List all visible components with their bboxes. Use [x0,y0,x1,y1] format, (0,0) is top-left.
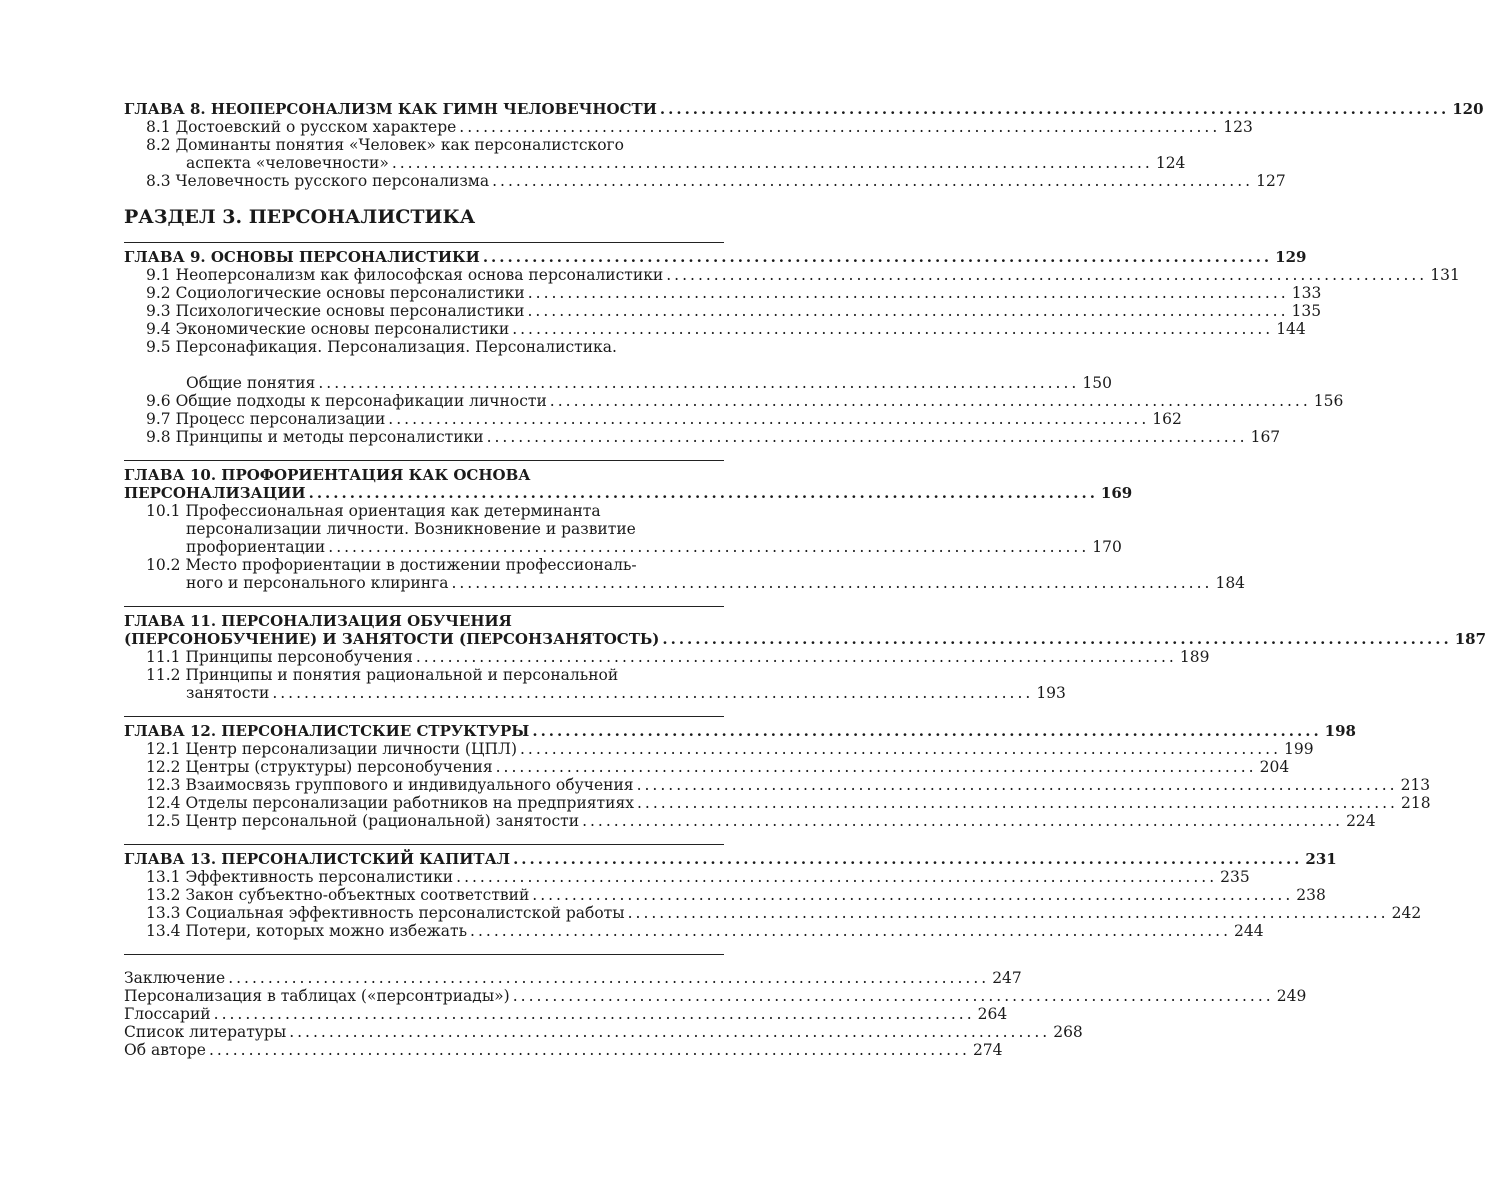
page-number: 150 [1082,374,1112,392]
table-of-contents [124,100,1486,1059]
chapter-8 [124,100,1484,190]
toc-entry [146,794,1431,812]
entry-title: Глоссарий [124,1005,211,1023]
chapter-heading [124,722,1356,740]
entry-title-continued: ного и персонального клиринга [186,574,449,592]
toc-entry [124,1023,1083,1041]
page-number: 184 [1215,574,1246,592]
leader-dots: ................................................................................................ [391,154,1153,172]
entry-title: 8.3 Человечность русского персонализма [146,172,490,190]
leader-dots: ................................................................................................ [415,648,1177,666]
entry-title: 12.5 Центр персональной (рациональной) занятости [146,812,580,830]
toc-entry [146,740,1314,758]
entry-title: 9.6 Общие подходы к персонафикации личности [146,392,547,410]
leader-dots: ................................................................................................ [659,100,1450,118]
page-number: 120 [1452,100,1484,118]
toc-entry [146,538,1122,556]
end-matter [124,954,1307,1059]
leader-dots: ................................................................................................ [527,284,1289,302]
leader-dots: ................................................................................................ [582,812,1344,830]
chapter-9 [124,242,1460,446]
toc-entry [146,392,1344,410]
chapter-heading [124,484,1133,502]
chapter-title: ГЛАВА 13. ПЕРСОНАЛИСТСКИЙ КАПИТАЛ [124,850,511,868]
toc-entry [146,904,1422,922]
chapter-13 [124,844,1422,940]
entry-title-continued: занятости [186,684,270,702]
entry-title: 12.2 Центры (структуры) персонобучения [146,758,493,776]
entry-title: Заключение [124,969,226,987]
entry-title: Персонализация в таблицах («персонтриады») [124,987,510,1005]
leader-dots: ................................................................................................ [492,172,1254,190]
subsection-list [124,868,1422,940]
page-number: 247 [992,969,1022,987]
chapter-title: ГЛАВА 9. ОСНОВЫ ПЕРСОНАЛИСТИКИ [124,248,480,266]
page-number: 224 [1346,812,1376,830]
leader-dots: ................................................................................................ [527,302,1289,320]
spacer [146,356,724,374]
leader-dots: ................................................................................................ [482,248,1273,266]
chapter-heading [124,850,1337,868]
entry-title: 8.1 Достоевский о русском характере [146,118,457,136]
page-number: 167 [1250,428,1281,446]
page-number: 133 [1291,284,1322,302]
leader-dots: ................................................................................................ [512,987,1274,1005]
entry-title: 13.2 Закон субъектно-объектных соответствий [146,886,530,904]
toc-entry [146,118,1253,136]
leader-dots: ................................................................................................ [513,850,1303,868]
toc-entry [146,868,1250,886]
page-number: 264 [977,1005,1008,1023]
page-number: 162 [1152,410,1182,428]
toc-entry [146,320,1306,338]
entry-title: 12.4 Отделы персонализации работников на предприятиях [146,794,634,812]
toc-entry [146,284,1322,302]
leader-dots: ................................................................................................ [213,1005,975,1023]
toc-entry [146,154,1186,172]
entry-title: 9.1 Неоперсонализм как философская основа персоналистики [146,266,664,284]
entry-title: 13.4 Потери, которых можно избежать [146,922,468,940]
chapter-12 [124,716,1431,830]
leader-dots: ................................................................................................ [289,1023,1051,1041]
leader-dots: ................................................................................................ [328,538,1090,556]
chapter-10 [124,460,1246,592]
chapter-title: ГЛАВА 11. ПЕРСОНАЛИЗАЦИЯ ОБУЧЕНИЯ [124,612,512,630]
entry-title: 9.2 Социологические основы персоналистики [146,284,525,302]
page-number: 127 [1256,172,1286,190]
page-number: 135 [1291,302,1322,320]
entry-title: 13.1 Эффективность персоналистики [146,868,454,886]
subsection-list [124,266,1460,446]
page-number: 169 [1100,484,1133,502]
entry-title: 12.1 Центр персонализации личности (ЦПЛ) [146,740,517,758]
subsection-list [124,118,1286,190]
chapter-title-continued: (ПЕРСОНОБУЧЕНИЕ) И ЗАНЯТОСТИ (ПЕРСОНЗАНЯТОСТЬ) [124,630,660,648]
entry-title: 9.8 Принципы и методы персоналистики [146,428,484,446]
page-number: 244 [1234,922,1264,940]
toc-entry [146,776,1431,794]
page-number: 170 [1092,538,1122,556]
page-number: 193 [1036,684,1066,702]
toc-entry [146,374,1112,392]
entry-title: 9.3 Психологические основы персоналистики [146,302,525,320]
page-number: 131 [1430,266,1460,284]
entry-title: 13.3 Социальная эффективность персоналистской работы [146,904,625,922]
chapter-title-continued: ПЕРСОНАЛИЗАЦИИ [124,484,306,502]
toc-entry [146,922,1264,940]
leader-dots: ................................................................................................ [512,320,1274,338]
page-number: 123 [1223,118,1253,136]
leader-dots: ................................................................................................ [308,484,1098,502]
entry-title-continued: профориентации [186,538,326,556]
entry-title-continued: персонализации личности. Возникновение и развитие [186,520,636,538]
section-title: РАЗДЕЛ 3. ПЕРСОНАЛИСТИКА [124,206,476,228]
entry-title: 8.2 Доминанты понятия «Человек» как персоналистского [146,136,624,154]
entry-title: 10.2 Место профориентации в достижении профессиональ- [146,556,637,574]
toc-entry [124,969,1022,987]
chapter-title: ГЛАВА 12. ПЕРСОНАЛИСТСКИЕ СТРУКТУРЫ [124,722,530,740]
page-number: 242 [1391,904,1422,922]
entry-title: 10.1 Профессиональная ориентация как детерминанта [146,502,601,520]
toc-entry [124,987,1307,1005]
toc-entry [146,684,1066,702]
toc-entry [146,302,1322,320]
leader-dots: ................................................................................................ [662,630,1452,648]
toc-entry [146,172,1286,190]
leader-dots: ................................................................................................ [532,722,1322,740]
entry-title: 11.2 Принципы и понятия рациональной и персональной [146,666,619,684]
entry-title: Список литературы [124,1023,287,1041]
chapter-11 [124,606,1486,702]
leader-dots: ................................................................................................ [208,1041,970,1059]
toc-entry [146,428,1281,446]
chapter-title: ГЛАВА 10. ПРОФОРИЕНТАЦИЯ КАК ОСНОВА [124,466,531,484]
leader-dots: ................................................................................................ [451,574,1213,592]
entry-title: 9.5 Персонафикация. Персонализация. Персоналистика. [146,338,617,356]
toc-entry [146,648,1210,666]
toc-entry [146,758,1290,776]
entry-title: 9.4 Экономические основы персоналистики [146,320,510,338]
page-number: 235 [1220,868,1250,886]
leader-dots: ................................................................................................ [532,886,1294,904]
chapter-heading [124,630,1486,648]
leader-dots: ................................................................................................ [459,118,1221,136]
leader-dots: ................................................................................................ [627,904,1389,922]
entry-title-continued: аспекта «человечности» [186,154,389,172]
leader-dots: ................................................................................................ [666,266,1428,284]
chapter-heading [124,100,1484,118]
leader-dots: ................................................................................................ [388,410,1150,428]
page-number: 199 [1284,740,1314,758]
subsection-list [124,502,1246,592]
toc-entry [146,574,1246,592]
subsection-list [124,740,1431,830]
page-number: 268 [1053,1023,1083,1041]
page-number: 129 [1275,248,1307,266]
leader-dots: ................................................................................................ [495,758,1257,776]
page-number: 189 [1179,648,1210,666]
page-number: 144 [1276,320,1306,338]
toc-entry [146,410,1182,428]
page-number: 124 [1155,154,1186,172]
page-number: 187 [1454,630,1486,648]
leader-dots: ................................................................................................ [486,428,1248,446]
leader-dots: ................................................................................................ [456,868,1218,886]
page-number: 213 [1400,776,1431,794]
chapter-heading [124,248,1307,266]
page-number: 204 [1259,758,1290,776]
page-number: 238 [1296,886,1326,904]
page-number: 198 [1324,722,1356,740]
entry-title: 9.7 Процесс персонализации [146,410,386,428]
page-number: 249 [1276,987,1307,1005]
entry-title: Об авторе [124,1041,206,1059]
entry-title: 12.3 Взаимосвязь группового и индивидуального обучения [146,776,634,794]
leader-dots: ................................................................................................ [228,969,990,987]
toc-entry [124,1041,1003,1059]
leader-dots: ................................................................................................ [636,776,1398,794]
toc-entry [146,266,1460,284]
leader-dots: ................................................................................................ [470,922,1232,940]
toc-entry [124,1005,1008,1023]
leader-dots: ................................................................................................ [272,684,1034,702]
entry-title-continued: Общие понятия [186,374,316,392]
subsection-list [124,648,1210,702]
leader-dots: ................................................................................................ [636,794,1398,812]
page-number: 274 [972,1041,1003,1059]
chapter-title: ГЛАВА 8. НЕОПЕРСОНАЛИЗМ КАК ГИМН ЧЕЛОВЕЧНОСТИ [124,100,657,118]
leader-dots: ................................................................................................ [549,392,1311,410]
entry-title: 11.1 Принципы персонобучения [146,648,413,666]
leader-dots: ................................................................................................ [520,740,1281,758]
page-number: 218 [1400,794,1431,812]
page-number: 156 [1313,392,1344,410]
leader-dots: ................................................................................................ [318,374,1080,392]
toc-entry [146,812,1376,830]
toc-entry [146,886,1326,904]
page-number: 231 [1305,850,1337,868]
